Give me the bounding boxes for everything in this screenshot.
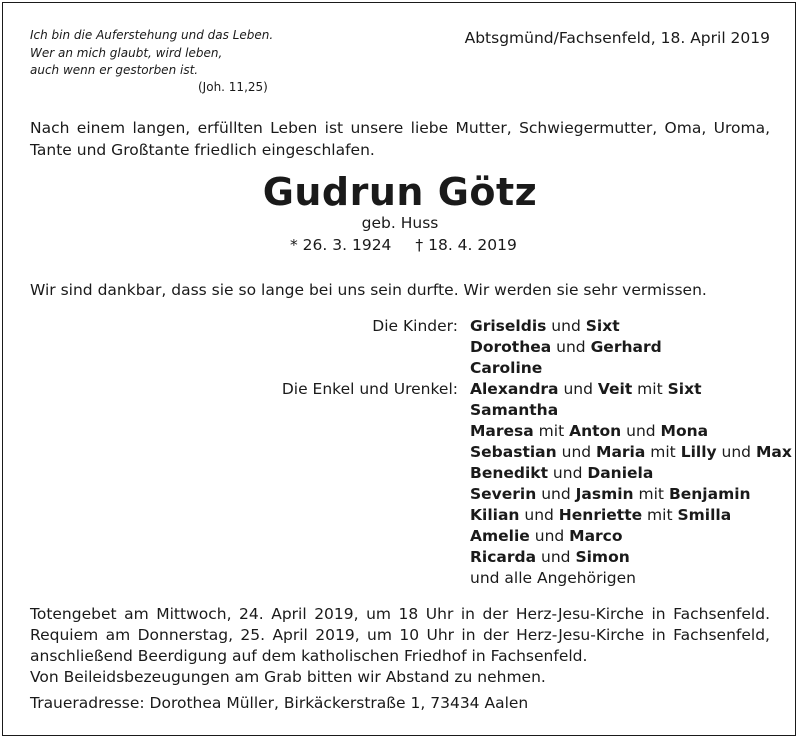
bible-verse	[30, 27, 273, 80]
mourner-name: Amelie	[470, 527, 530, 545]
mourner-name: Maria	[596, 443, 646, 461]
mourner-name: Smilla	[677, 506, 732, 524]
mourner-name: Benedikt	[470, 464, 548, 482]
mourner-connector: und	[548, 464, 588, 482]
mourner-line	[470, 443, 792, 461]
mourning-address: Traueradresse: Dorothea Müller, Birkäckerstraße 1, 73434 Aalen	[30, 694, 529, 712]
birth-date: * 26. 3. 1924	[290, 236, 392, 254]
verse-line: auch wenn er gestorben ist.	[30, 63, 199, 77]
birth-name: geb. Huss	[361, 214, 439, 232]
mourner-line	[470, 485, 751, 503]
mourner-line	[470, 338, 662, 356]
mourner-name: Severin	[470, 485, 537, 503]
life-dates	[290, 236, 517, 254]
verse-line: Ich bin die Auferstehung und das Leben.	[30, 28, 274, 42]
mourner-line	[470, 548, 630, 566]
mourner-connector: und	[519, 506, 559, 524]
gratitude-text: Wir sind dankbar, dass sie so lange bei uns sein durfte. Wir werden sie sehr vermissen.	[30, 281, 707, 299]
mourner-connector: und	[546, 317, 586, 335]
mourner-name: Anton	[569, 422, 622, 440]
mourner-name: Alexandra	[470, 380, 559, 398]
mourner-name: Sixt	[585, 317, 620, 335]
mourner-line	[470, 359, 542, 377]
grandchildren-label: Die Enkel und Urenkel:	[281, 380, 458, 398]
children-label: Die Kinder:	[372, 317, 458, 335]
condolence-note: Von Beileidsbezeugungen am Grab bitten wir Abstand zu nehmen.	[30, 668, 546, 686]
mourner-name: Sebastian	[470, 443, 557, 461]
mourner-line	[470, 401, 558, 419]
mourner-name: Jasmin	[575, 485, 634, 503]
verse-line: Wer an mich glaubt, wird leben,	[30, 45, 223, 60]
burial-info: anschließend Beerdigung auf dem katholischen Friedhof in Fachsenfeld.	[30, 647, 588, 665]
mourner-name: Caroline	[470, 359, 543, 377]
mourner-connector: mit	[645, 443, 681, 461]
mourner-connector: mit	[632, 380, 668, 398]
requiem-info: Requiem am Donnerstag, 25. April 2019, um 10 Uhr in der Herz-Jesu-Kirche in Fachsenfeld,	[30, 626, 770, 644]
mourner-connector: und	[621, 422, 661, 440]
mourner-line	[470, 464, 653, 482]
mourner-name: Dorothea	[470, 338, 552, 356]
mourner-line	[470, 506, 731, 524]
mourner-name: Benjamin	[668, 485, 751, 503]
mourner-line	[470, 380, 701, 398]
mourner-connector: und	[551, 338, 591, 356]
mourner-connector: und	[558, 380, 598, 398]
place-and-date: Abtsgmünd/Fachsenfeld, 18. April 2019	[464, 29, 770, 47]
mourner-line	[470, 569, 636, 587]
mourner-name: Ricarda	[470, 548, 537, 566]
mourner-name: Mona	[660, 422, 709, 440]
mourner-name: Samantha	[470, 401, 559, 419]
mourner-name: Daniela	[587, 464, 654, 482]
mourner-connector: und	[529, 527, 570, 545]
mourner-name: Sixt	[667, 380, 702, 398]
prayer-info: Totengebet am Mittwoch, 24. April 2019, um 18 Uhr in der Herz-Jesu-Kirche in Fachsenfeld.	[30, 605, 770, 623]
mourner-name: Gerhard	[590, 338, 662, 356]
mourner-name: Griseldis	[470, 317, 547, 335]
verse-reference: (Joh. 11,25)	[198, 80, 268, 94]
mourner-name: Henriette	[558, 506, 643, 524]
mourner-connector: und	[536, 485, 576, 503]
mourner-connector: mit	[633, 485, 669, 503]
mourner-connector: mit	[533, 422, 570, 440]
mourner-connector: und alle Angehörigen	[470, 569, 636, 587]
deceased-name: Gudrun Götz	[262, 170, 538, 214]
mourner-connector: mit	[642, 506, 678, 524]
mourner-name: Kilian	[470, 506, 520, 524]
mourner-name: Lilly	[680, 443, 717, 461]
mourner-name: Marco	[569, 527, 623, 545]
mourner-line	[470, 527, 623, 545]
mourner-connector: und	[716, 443, 756, 461]
mourner-connector: und	[536, 548, 576, 566]
mourner-name: Simon	[575, 548, 630, 566]
mourner-name: Veit	[597, 380, 633, 398]
death-date: † 18. 4. 2019	[415, 236, 517, 254]
mourner-connector: und	[556, 443, 597, 461]
intro-text: Nach einem langen, erfüllten Leben ist unsere liebe Mutter, Schwiegermutter, Oma, Uroma, Tante und Großtante friedlich eingeschlafen.	[30, 119, 770, 159]
mourner-name: Maresa	[470, 422, 534, 440]
mourner-line	[470, 317, 620, 335]
mourner-line	[470, 422, 708, 440]
mourner-name: Max	[755, 443, 792, 461]
